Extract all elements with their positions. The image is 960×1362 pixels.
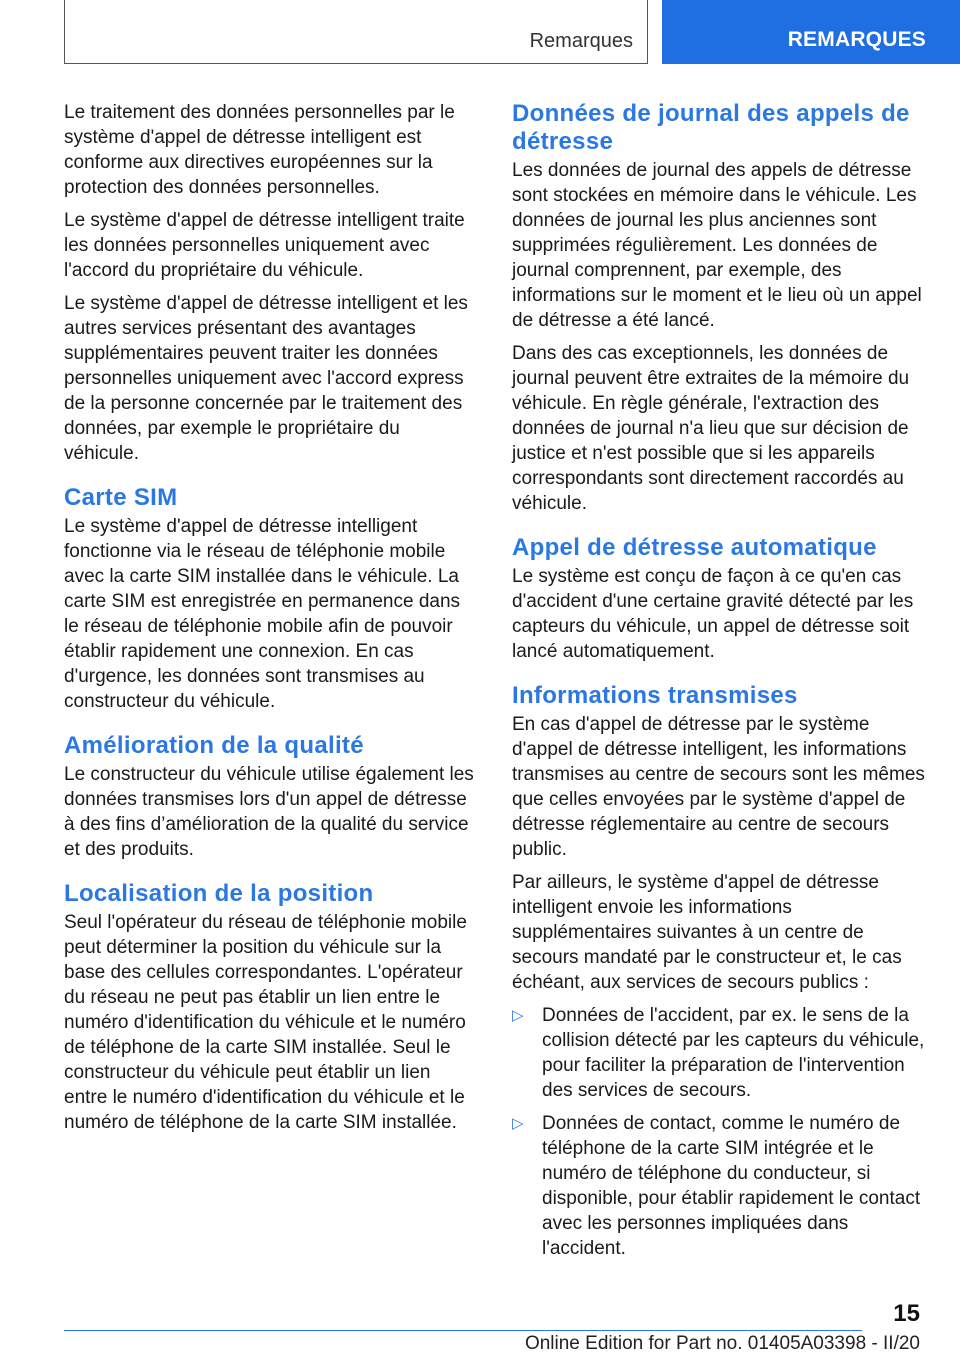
- heading-sim-card: Carte SIM: [64, 484, 178, 511]
- header-tab-label: REMARQUES: [787, 28, 926, 51]
- left-column: [64, 100, 478, 1143]
- list-item: [512, 1111, 926, 1261]
- paragraph: Le système est conçu de façon à ce qu'en cas d'accident d'une certaine gravité détecté par les capteurs du véhicule, un appel de détresse soit lancé automatiquement.: [512, 566, 914, 662]
- list-item-text: Données de contact, comme le numéro de téléphone de la carte SIM intégrée et le numéro de téléphone du conducteur, si disponible, pour établir rapidement le contact avec les personnes impliquées dans l'accident.: [542, 1113, 921, 1259]
- footer-divider: [64, 1330, 862, 1331]
- heading-location: Localisation de la position: [64, 880, 374, 907]
- paragraph: Le système d'appel de détresse intelligent traite les données personnelles uniquement avec l'accord du propriétaire du véhicule.: [64, 210, 465, 281]
- bullet-list: [512, 1003, 926, 1261]
- list-item: [512, 1003, 926, 1103]
- paragraph: Les données de journal des appels de détresse sont stockées en mémoire dans le véhicule. Les données de journal les plus anciennes sont supprimées régulièrement. Les données de journal comprennent, par exemple, des informations sur le moment et le lieu où un appel de détresse a été lancé.: [512, 160, 922, 331]
- page-number: 15: [893, 1300, 920, 1327]
- heading-transmitted-info: Informations transmises: [512, 682, 798, 709]
- triangle-bullet-icon: ▷: [512, 1115, 524, 1132]
- header-section-title: Remarques: [529, 30, 633, 52]
- paragraph: Par ailleurs, le système d'appel de détresse intelligent envoie les informations supplémentaires suivantes à un centre de secours mandaté par le constructeur et, le cas échéant, aux services de secours publics :: [512, 872, 902, 993]
- heading-quality: Amélioration de la qualité: [64, 732, 364, 759]
- list-item-text: Données de l'accident, par ex. le sens de la collision détecté par les capteurs du véhicule, pour faciliter la préparation de l'intervention des services de secours.: [542, 1005, 925, 1101]
- footer-edition: Online Edition for Part no. 01405A03398 - II/20: [524, 1333, 920, 1354]
- paragraph: Le traitement des données personnelles par le système d'appel de détresse intelligent est conforme aux directives européennes sur la protection des données personnelles.: [64, 102, 455, 198]
- triangle-bullet-icon: ▷: [512, 1007, 524, 1024]
- paragraph: Le système d'appel de détresse intelligent et les autres services présentant des avantages supplémentaires peuvent traiter les données personnelles uniquement avec l'accord express de la personne concernée par le traitement des données, par exemple le propriétaire du véhicule.: [64, 293, 468, 464]
- heading-log-data: Données de journal des appels de détresse: [512, 100, 910, 155]
- header-box: [64, 0, 648, 64]
- paragraph: En cas d'appel de détresse par le système d'appel de détresse intelligent, les informations transmises au centre de secours sont les mêmes que celles envoyées par le système d'appel de détresse réglementaire au centre de secours public.: [512, 714, 925, 860]
- heading-automatic-call: Appel de détresse automatique: [512, 534, 877, 561]
- right-column: [512, 100, 926, 1269]
- paragraph: Seul l'opérateur du réseau de téléphonie mobile peut déterminer la position du véhicule sur la base des cellules correspondantes. L'opérateur du réseau ne peut pas établir un lien entre le numéro d'identification du véhicule et le numéro de téléphone de la carte SIM installée. Seul le constructeur du véhicule peut établir un lien entre le numéro d'identification du véhicule et le numéro de téléphone de la carte SIM installée.: [64, 912, 467, 1133]
- paragraph: Le système d'appel de détresse intelligent fonctionne via le réseau de téléphonie mobile avec la carte SIM installée dans le véhicule. La carte SIM est enregistrée en permanence dans le réseau de téléphonie mobile afin de pouvoir établir rapidement une connexion. En cas d'urgence, les données sont transmises au constructeur du véhicule.: [64, 516, 461, 712]
- header-section-tab: [662, 0, 960, 64]
- paragraph: Le constructeur du véhicule utilise également les données transmises lors d'un appel de détresse à des fins d’amélioration de la qualité du service et des produits.: [64, 764, 474, 860]
- paragraph: Dans des cas exceptionnels, les données de journal peuvent être extraites de la mémoire du véhicule. En règle générale, l'extraction des données de journal n'a lieu que sur décision de justice et n'est possible que si les appareils correspondants sont directement raccordés au véhicule.: [512, 343, 910, 514]
